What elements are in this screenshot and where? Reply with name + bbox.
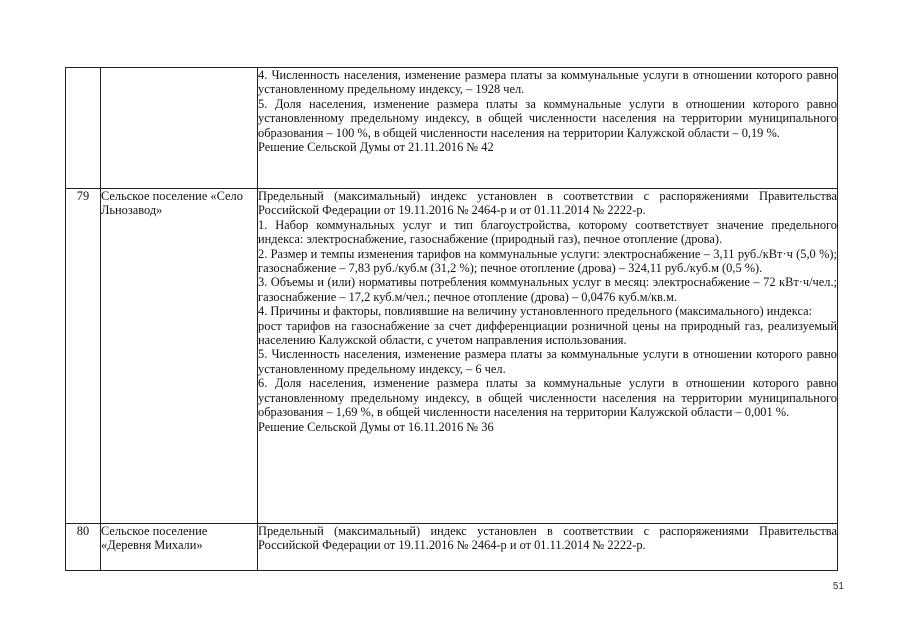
settlement-name: Сельское поселение «Деревня Михали» (101, 524, 258, 571)
row-number (66, 68, 101, 189)
row-description (258, 189, 838, 524)
settlements-table (65, 67, 838, 571)
paragraph: 4. Причины и факторы, повлиявшие на величину установленного предельного (максимального) индекса: (258, 304, 813, 319)
paragraph: Предельный (максимальный) индекс установлен в соответствии с распоряжениями Правительства Российской Федерации от 19.11.2016 № 2464-р и от 01.11.2014 № 2222-р. (258, 189, 837, 218)
table-row (66, 68, 838, 189)
row-number: 80 (66, 524, 101, 571)
paragraph: 6. Доля населения, изменение размера платы за коммунальные услуги в отношении которого равно установленному предельному индексу, в общей численности населения на территории муниципального образования – 1,69 %, в общей численности населения на территории Калужской области – 0,001 %. (258, 376, 837, 420)
paragraph: рост тарифов на газоснабжение за счет дифференциации розничной цены на природный газ, реализуемый населению Калужской области, с учетом направления использования. (258, 318, 837, 348)
row-number: 79 (66, 189, 101, 524)
page-number: 51 (832, 581, 844, 592)
paragraph: 5. Доля населения, изменение размера платы за коммунальные услуги в отношении которого равно установленному предельному индексу, в общей численности населения на территории муниципального образования – 100 %, в общей численности населения на территории Калужской области – 0,19 %. (258, 96, 837, 140)
paragraph: 5. Численность населения, изменение размера платы за коммунальные услуги в отношении которого равно установленному предельному индексу, – 6 чел. (258, 347, 837, 376)
row-description (258, 524, 838, 571)
decision-reference: Решение Сельской Думы от 21.11.2016 № 42 (258, 140, 494, 155)
table-row (66, 189, 838, 524)
settlement-name: Сельское поселение «Село Льнозавод» (101, 189, 258, 524)
paragraph: 4. Численность населения, изменение размера платы за коммунальные услуги в отношении которого равно установленному предельному индексу, – 1928 чел. (258, 68, 837, 97)
table-row (66, 524, 838, 571)
paragraph: 3. Объемы и (или) нормативы потребления коммунальных услуг в месяц: электроснабжение – 72 кВт·ч/чел.; газоснабжение – 17,2 куб.м/чел.; печное отопление (дрова) – 0,0476 куб.м/кв.м. (258, 275, 837, 304)
row-description (258, 68, 838, 189)
settlement-name (101, 68, 258, 189)
paragraph: 2. Размер и темпы изменения тарифов на коммунальные услуги: электроснабжение – 3,11 руб./кВт·ч (5,0 %); газоснабжение – 7,83 руб./куб.м (31,2 %); печное отопление (дрова) – 324,11 руб./куб.м (0,5 %). (258, 246, 837, 276)
decision-reference: Решение Сельской Думы от 16.11.2016 № 36 (258, 419, 494, 434)
paragraph: Предельный (максимальный) индекс установлен в соответствии с распоряжениями Правительства Российской Федерации от 19.11.2016 № 2464-р и от 01.11.2014 № 2222-р. (258, 524, 837, 553)
paragraph: 1. Набор коммунальных услуг и тип благоустройства, которому соответствует значение предельного индекса: электроснабжение, газоснабжение (природный газ), печное отопление (дрова). (258, 217, 837, 247)
